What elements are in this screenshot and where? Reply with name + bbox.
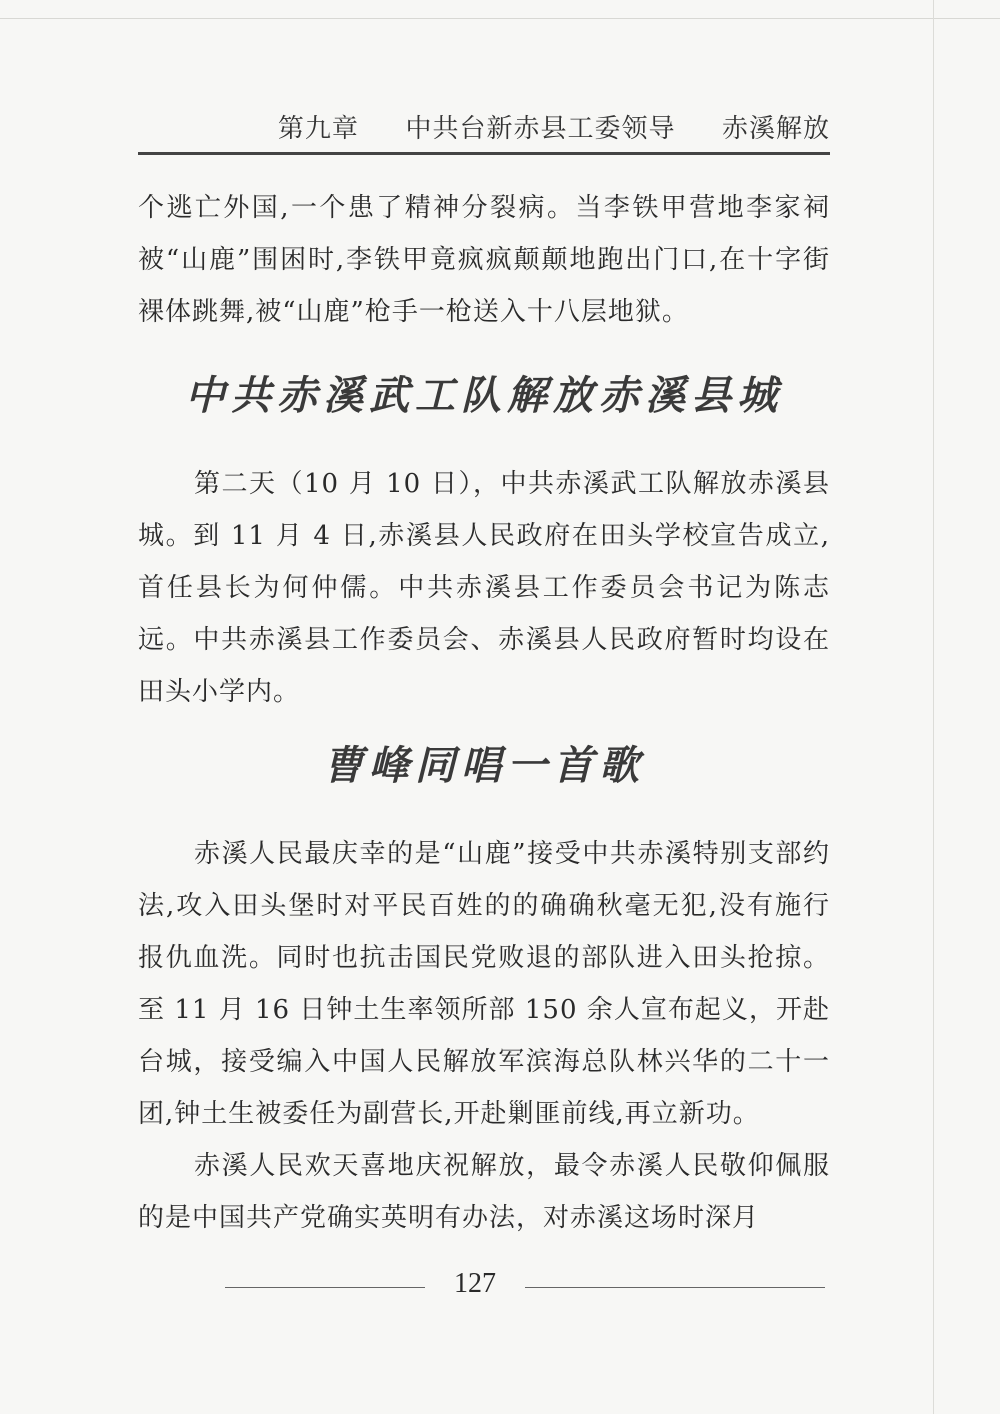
chapter-label: 第九章 (277, 114, 359, 144)
chapter-title-right: 赤溪解放 (721, 114, 830, 144)
header-rule (138, 152, 830, 155)
page-number: 127 (454, 1268, 496, 1299)
section-2-body (138, 828, 830, 1244)
section-2-paragraph-1: 赤溪人民最庆幸的是“山鹿”接受中共赤溪特别支部约法,攻入田头堡时对平民百姓的的确确秋毫无犯,没有施行报仇血洗。同时也抗击国民党败退的部队进入田头抢掠。至 11 月 16 日钟土生率领所部 150 余人宣布起义，开赴台城，接受编入中国人民解放军滨海总队林兴华的二十一团,钟土生被委任为副营长,开赴剿匪前线,再立新功。 (138, 839, 830, 1129)
chapter-title-left: 中共台新赤县工委领导 (405, 114, 676, 144)
footer-rule-right (525, 1287, 825, 1288)
section-2-paragraph-2: 赤溪人民欢天喜地庆祝解放，最令赤溪人民敬仰佩服的是中国共产党确实英明有办法，对赤溪这场时深月 (138, 1151, 830, 1233)
page-edge-top (0, 18, 1000, 19)
section-title-1: 中共赤溪武工队解放赤溪县城 (185, 372, 783, 419)
running-header (140, 108, 830, 145)
continuation-paragraph (138, 182, 830, 338)
section-1-body (138, 458, 830, 718)
page-footer (225, 1268, 825, 1308)
section-1-paragraph-1: 第二天（10 月 10 日），中共赤溪武工队解放赤溪县城。到 11 月 4 日,赤溪县人民政府在田头学校宣告成立,首任县长为何仲儒。中共赤溪县工作委员会书记为陈志远。中共赤溪县工作委员会、赤溪县人民政府暂时均设在田头小学内。 (138, 469, 830, 707)
footer-rule-left (225, 1287, 425, 1288)
continuation-text: 个逃亡外国,一个患了精神分裂病。当李铁甲营地李家祠被“山鹿”围困时,李铁甲竟疯疯颠颠地跑出门口,在十字街裸体跳舞,被“山鹿”枪手一枪送入十八层地狱。 (138, 193, 830, 327)
section-title-2: 曹峰同唱一首歌 (323, 742, 645, 789)
page-edge-right (933, 0, 934, 1414)
